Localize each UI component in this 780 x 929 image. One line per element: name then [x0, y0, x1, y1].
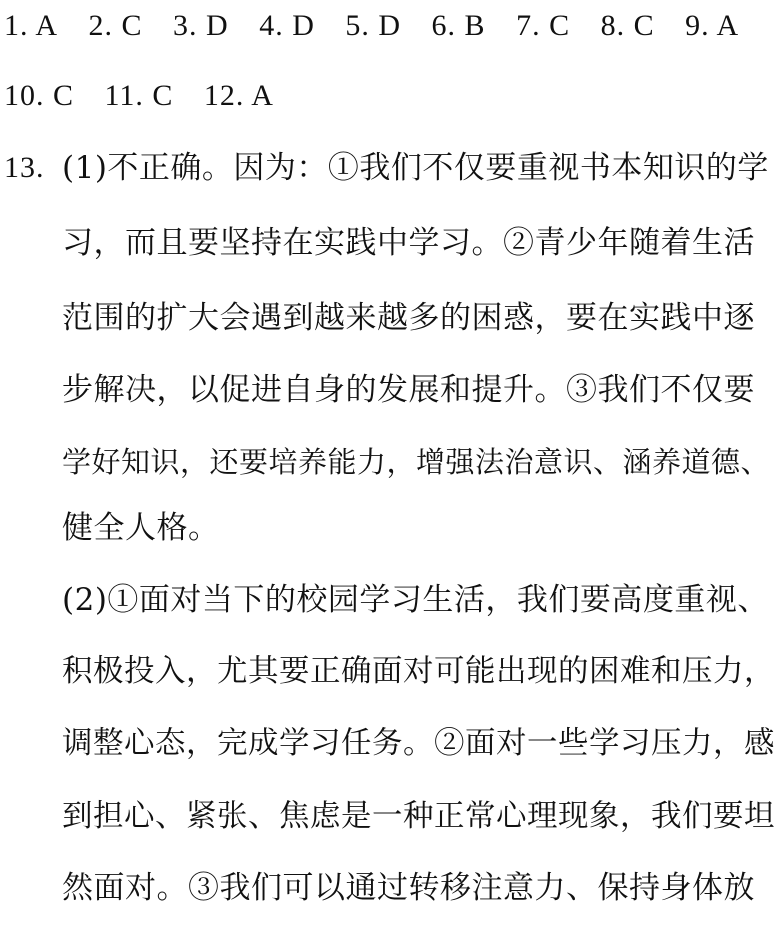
q13-line-9: 调整心态，完成学习任务。②面对一些学习压力，感: [62, 726, 775, 761]
answer-4: 4. D: [259, 9, 315, 42]
q13-line-8: 积极投入，尤其要正确面对可能出现的困难和压力，: [62, 654, 775, 689]
question-13-number: 13.: [4, 151, 45, 184]
answer-12: 12. A: [203, 79, 274, 112]
answer-1: 1. A: [4, 9, 59, 42]
answer-2: 2. C: [88, 9, 143, 42]
q13-line-1: (1)不正确。因为：①我们不仅要重视书本知识的学: [62, 150, 769, 186]
q13-line-7: (2)①面对当下的校园学习生活，我们要高度重视、: [62, 582, 769, 618]
answer-7: 7. C: [516, 9, 571, 42]
answer-5: 5. D: [345, 9, 402, 42]
q13-line-11: 然面对。③我们可以通过转移注意力、保持身体放: [62, 870, 755, 906]
q13-line-2: 习，而且要坚持在实践中学习。②青少年随着生活: [62, 225, 755, 261]
answer-9: 9. A: [685, 9, 740, 42]
answer-3: 3. D: [173, 9, 229, 42]
answer-6: 6. B: [431, 9, 486, 42]
answer-row-1: [4, 6, 739, 46]
answer-11: 11. C: [104, 79, 174, 112]
q13-line-6: 健全人格。: [62, 510, 220, 546]
q13-line-3: 范围的扩大会遇到越来越多的困惑，要在实践中逐: [62, 300, 755, 336]
q13-line-5: 学好知识，还要培养能力，增强法治意识、涵养道德、: [62, 445, 771, 479]
q13-line-4: 步解决，以促进自身的发展和提升。③我们不仅要: [62, 372, 755, 408]
answer-10: 10. C: [4, 79, 75, 112]
q13-line-10: 到担心、紧张、焦虑是一种正常心理现象，我们要坦: [62, 799, 775, 834]
answer-row-2: [4, 76, 296, 116]
answer-8: 8. C: [600, 9, 655, 42]
